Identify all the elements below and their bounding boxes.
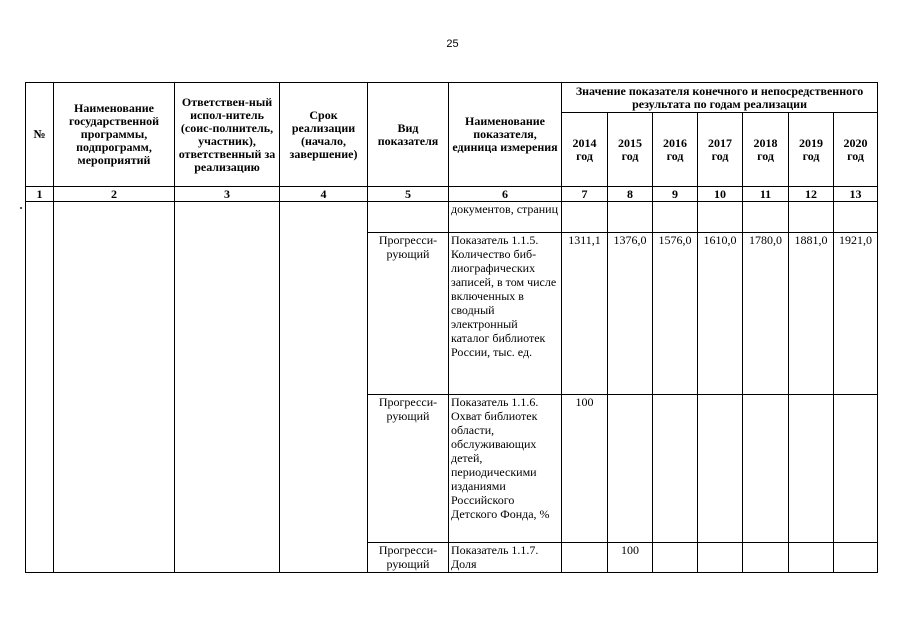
cell-indicator-type — [368, 202, 449, 233]
column-number: 4 — [280, 187, 368, 202]
cell-indicator-type: Прогресси-рующий — [368, 543, 449, 573]
cell-value — [743, 395, 789, 543]
column-number: 11 — [743, 187, 789, 202]
cell-value: 100 — [608, 543, 653, 573]
cell-indicator-name: Показатель 1.1.5. Количество биб-лиографических записей, в том числе включенных в сводный электронный каталог библиотек России, тыс. ед. — [449, 233, 562, 395]
header-program: Наименование государственной программы, подпрограмм, мероприятий — [54, 83, 175, 187]
cell-indicator-type: Прогресси-рующий — [368, 395, 449, 543]
cell-executor — [175, 202, 280, 573]
header-year: 2017 год — [698, 113, 743, 187]
header-year: 2015 год — [608, 113, 653, 187]
column-number: 2 — [54, 187, 175, 202]
column-number: 8 — [608, 187, 653, 202]
header-number: № — [26, 83, 54, 187]
cell-indicator-name: документов, страниц — [449, 202, 562, 233]
cell-program — [54, 202, 175, 573]
cell-value: 1921,0 — [834, 233, 878, 395]
cell-value — [562, 202, 608, 233]
header-values-group: Значение показателя конечного и непосредственного результата по годам реализации — [562, 83, 878, 113]
cell-value — [698, 543, 743, 573]
header-indicator-type: Вид показателя — [368, 83, 449, 187]
cell-value — [653, 202, 698, 233]
page-number: 25 — [446, 38, 459, 50]
cell-value — [789, 543, 834, 573]
cell-value — [789, 395, 834, 543]
header-indicator-name: Наименование показателя, единица измерения — [449, 83, 562, 187]
cell-value — [562, 543, 608, 573]
column-number: 9 — [653, 187, 698, 202]
indicator-table — [25, 82, 878, 573]
cell-value: 1881,0 — [789, 233, 834, 395]
column-number: 10 — [698, 187, 743, 202]
cell-indicator-type: Прогресси-рующий — [368, 233, 449, 395]
cell-value — [653, 543, 698, 573]
scan-artifact — [20, 207, 22, 209]
header-year: 2020 год — [834, 113, 878, 187]
table-row — [26, 202, 878, 233]
header-executor: Ответствен-ный испол-нитель (соис-полнитель, участник), ответственный за реализацию — [175, 83, 280, 187]
cell-value — [743, 543, 789, 573]
cell-value: 1610,0 — [698, 233, 743, 395]
column-number: 6 — [449, 187, 562, 202]
cell-value: 100 — [562, 395, 608, 543]
cell-value: 1576,0 — [653, 233, 698, 395]
cell-value — [608, 395, 653, 543]
cell-value: 1376,0 — [608, 233, 653, 395]
column-number: 3 — [175, 187, 280, 202]
header-year: 2018 год — [743, 113, 789, 187]
cell-value: 1311,1 — [562, 233, 608, 395]
cell-value: 1780,0 — [743, 233, 789, 395]
column-number: 13 — [834, 187, 878, 202]
cell-indicator-name: Показатель 1.1.6. Охват библиотек области, обслуживающих детей, периодическими изданиями Российского Детского Фонда, % — [449, 395, 562, 543]
cell-value — [834, 543, 878, 573]
cell-value — [789, 202, 834, 233]
cell-value — [834, 202, 878, 233]
column-number: 1 — [26, 187, 54, 202]
cell-number — [26, 202, 54, 573]
header-period: Срок реализации (начало, завершение) — [280, 83, 368, 187]
column-number: 5 — [368, 187, 449, 202]
header-year: 2019 год — [789, 113, 834, 187]
cell-value — [834, 395, 878, 543]
cell-value — [743, 202, 789, 233]
cell-value — [653, 395, 698, 543]
cell-value — [608, 202, 653, 233]
header-year: 2016 год — [653, 113, 698, 187]
cell-value — [698, 202, 743, 233]
header-year: 2014 год — [562, 113, 608, 187]
cell-value — [698, 395, 743, 543]
cell-indicator-name: Показатель 1.1.7. Доля — [449, 543, 562, 573]
column-number: 7 — [562, 187, 608, 202]
cell-period — [280, 202, 368, 573]
column-number: 12 — [789, 187, 834, 202]
